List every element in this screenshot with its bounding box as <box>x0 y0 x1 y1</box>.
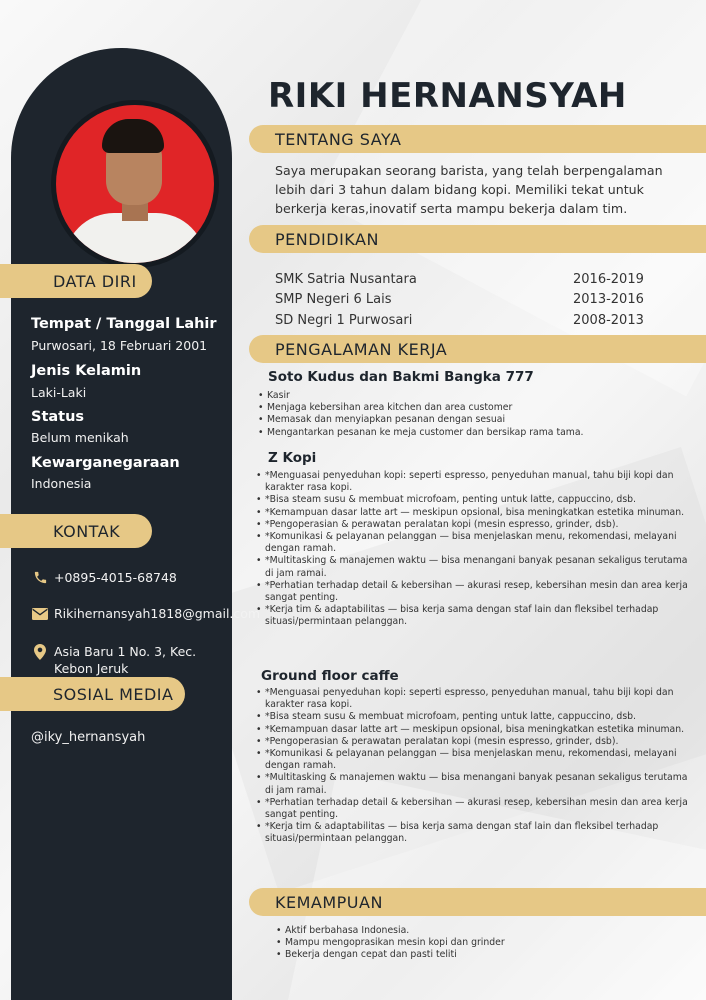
list-item: • *Komunikasi & pelayanan pelanggan — bisa menjelaskan menu, rekomendasi, melayani dengan ramah. <box>256 748 696 772</box>
nationality-label: Kewarganegaraan <box>31 455 180 471</box>
skills-list <box>276 925 676 962</box>
education-years: 2013-2016 <box>573 292 644 307</box>
nationality-value: Indonesia <box>31 476 92 491</box>
contact-phone <box>31 569 230 586</box>
kemampuan-heading: KEMAMPUAN <box>249 888 706 916</box>
job-duties-list <box>256 687 696 846</box>
job-title: Soto Kudus dan Bakmi Bangka 777 <box>268 369 534 385</box>
job-duties-list <box>258 390 698 439</box>
gender-value: Laki-Laki <box>31 385 87 400</box>
phone-icon <box>31 569 49 586</box>
education-row <box>275 313 675 328</box>
mail-icon <box>31 605 49 622</box>
list-item: • *Bisa steam susu & membuat microfoam, penting untuk latte, cappuccino, dsb. <box>256 711 696 723</box>
job-title: Z Kopi <box>268 450 317 466</box>
contact-address <box>31 643 230 677</box>
list-item: • Menjaga kebersihan area kitchen dan area customer <box>258 402 698 414</box>
pendidikan-heading: PENDIDIKAN <box>249 225 706 253</box>
contact-email <box>31 605 261 622</box>
data-diri-heading: DATA DIRI <box>0 264 152 298</box>
profile-photo <box>51 100 219 268</box>
full-name: RIKI HERNANSYAH <box>268 76 627 116</box>
list-item: • *Perhatian terhadap detail & kebersihan — akurasi resep, kebersihan mesin dan area kerja sangat penting. <box>256 580 696 604</box>
job-title: Ground floor caffe <box>261 668 399 684</box>
list-item: • *Kerja tim & adaptabilitas — bisa kerja sama dengan staf lain dan fleksibel terhadap situasi/permintaan pelanggan. <box>256 821 696 845</box>
email-text: Rikihernansyah1818@gmail.com <box>54 606 261 621</box>
education-years: 2016-2019 <box>573 272 644 287</box>
list-item: • *Menguasai penyeduhan kopi: seperti espresso, penyeduhan manual, tahu biji kopi dan karakter rasa kopi. <box>256 470 696 494</box>
job-duties-list <box>256 470 696 629</box>
education-school: SMP Negeri 6 Lais <box>275 292 392 307</box>
address-text: Asia Baru 1 No. 3, Kec. Kebon Jeruk <box>54 644 197 676</box>
list-item: • *Kemampuan dasar latte art — meskipun opsional, bisa meningkatkan estetika minuman. <box>256 507 696 519</box>
list-item: • Mampu mengoprasikan mesin kopi dan grinder <box>276 937 676 949</box>
status-label: Status <box>31 409 85 425</box>
education-school: SMK Satria Nusantara <box>275 272 417 287</box>
profile-photo-image <box>56 105 214 263</box>
location-pin-icon <box>31 643 49 660</box>
social-handle: @iky_hernansyah <box>31 730 146 745</box>
list-item: • *Menguasai penyeduhan kopi: seperti espresso, penyeduhan manual, tahu biji kopi dan karakter rasa kopi. <box>256 687 696 711</box>
status-value: Belum menikah <box>31 430 129 445</box>
list-item: • *Perhatian terhadap detail & kebersihan — akurasi resep, kebersihan mesin dan area kerja sangat penting. <box>256 797 696 821</box>
pengalaman-kerja-heading: PENGALAMAN KERJA <box>249 335 706 363</box>
list-item: • *Kemampuan dasar latte art — meskipun opsional, bisa meningkatkan estetika minuman. <box>256 724 696 736</box>
list-item: • Memasak dan menyiapkan pesanan dengan sesuai <box>258 414 698 426</box>
birth-label: Tempat / Tanggal Lahir <box>31 316 217 332</box>
list-item: • *Komunikasi & pelayanan pelanggan — bisa menjelaskan menu, rekomendasi, melayani dengan ramah. <box>256 531 696 555</box>
education-row <box>275 272 675 287</box>
phone-text: +0895-4015-68748 <box>54 570 177 585</box>
list-item: • *Kerja tim & adaptabilitas — bisa kerja sama dengan staf lain dan fleksibel terhadap situasi/permintaan pelanggan. <box>256 604 696 628</box>
about-text: Saya merupakan seorang barista, yang telah berpengalaman lebih dari 3 tahun dalam bidang kopi. Memiliki tekat untuk berkerja keras,inovatif serta mampu bekerja dalam tim. <box>275 163 663 216</box>
list-item: • Aktif berbahasa Indonesia. <box>276 925 676 937</box>
list-item: • Kasir <box>258 390 698 402</box>
tentang-saya-heading: TENTANG SAYA <box>249 125 706 153</box>
photo-hair <box>102 119 164 153</box>
birth-value: Purwosari, 18 Februari 2001 <box>31 338 208 353</box>
education-years: 2008-2013 <box>573 313 644 328</box>
kontak-heading: KONTAK <box>0 514 152 548</box>
education-school: SD Negri 1 Purwosari <box>275 313 413 328</box>
list-item: • *Pengoperasian & perawatan peralatan kopi (mesin espresso, grinder, dsb). <box>256 736 696 748</box>
list-item: • *Bisa steam susu & membuat microfoam, penting untuk latte, cappuccino, dsb. <box>256 494 696 506</box>
list-item: • *Multitasking & manajemen waktu — bisa menangani banyak pesanan sekaligus terutama di jam ramai. <box>256 772 696 796</box>
list-item: • Bekerja dengan cepat dan pasti teliti <box>276 949 676 961</box>
sosial-media-heading: SOSIAL MEDIA <box>0 677 185 711</box>
education-row <box>275 292 675 307</box>
gender-label: Jenis Kelamin <box>31 363 142 379</box>
list-item: • Mengantarkan pesanan ke meja customer dan bersikap rama tama. <box>258 427 698 439</box>
list-item: • *Pengoperasian & perawatan peralatan kopi (mesin espresso, grinder, dsb). <box>256 519 696 531</box>
list-item: • *Multitasking & manajemen waktu — bisa menangani banyak pesanan sekaligus terutama di jam ramai. <box>256 555 696 579</box>
